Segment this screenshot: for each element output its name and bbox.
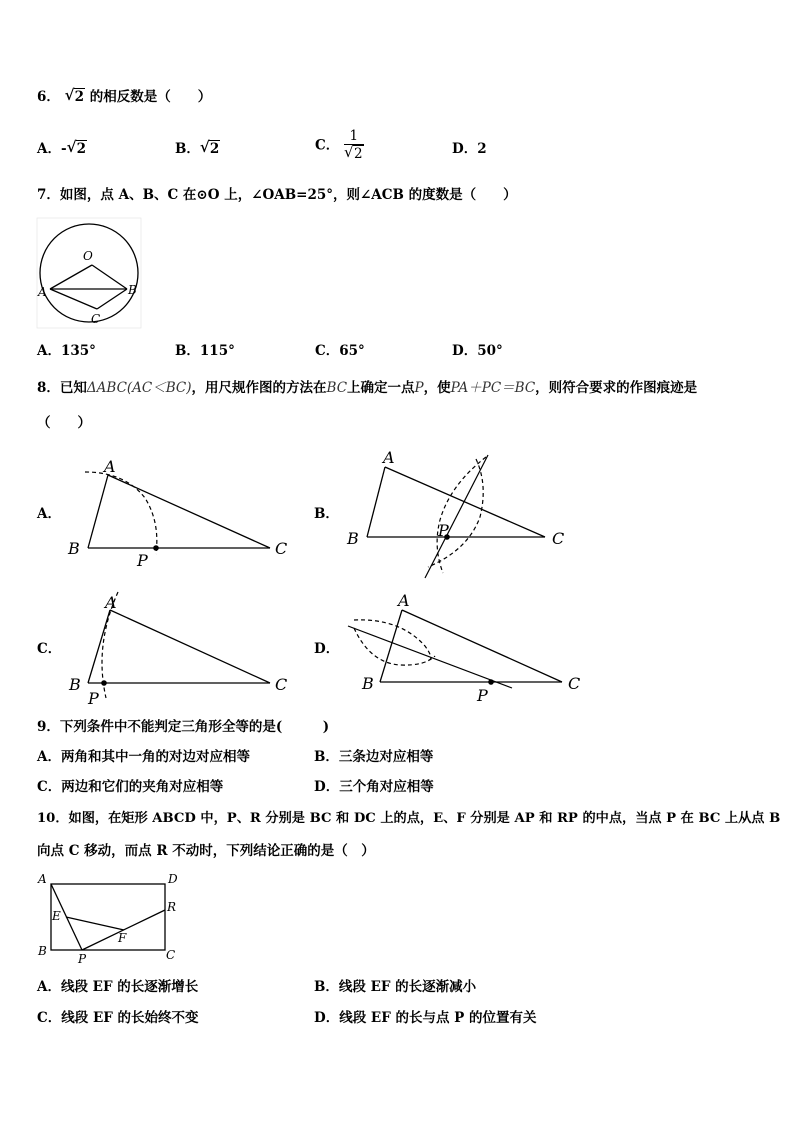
q8-option-a[interactable]: A．	[37, 506, 61, 522]
svg-text:A: A	[38, 872, 47, 886]
q9-option-b[interactable]: B．三条边对应相等	[314, 749, 434, 765]
q8-option-b[interactable]: B．	[314, 506, 339, 522]
q10-option-d[interactable]: D．线段 EF 的长与点 P 的位置有关	[314, 1010, 537, 1026]
q9-stem: 9．下列条件中不能判定三角形全等的是( )	[37, 719, 330, 735]
q10-stem-line1: 10．如图，在矩形 ABCD 中，P、R 分别是 BC 和 DC 上的点，E、F 分别是 AP 和 RP 的中点，当点 P 在 BC 上从点 B	[37, 811, 781, 826]
q9-option-d[interactable]: D．三个角对应相等	[314, 779, 434, 795]
q7-option-d[interactable]: D．50°	[452, 343, 503, 359]
svg-text:E: E	[52, 909, 61, 923]
svg-text:B: B	[68, 539, 80, 558]
svg-text:B: B	[347, 529, 359, 548]
q10-rectangle-figure	[36, 870, 186, 965]
svg-text:A: A	[383, 448, 395, 467]
svg-text:R: R	[167, 900, 177, 914]
svg-text:C: C	[275, 675, 288, 694]
q8-option-c[interactable]: C．	[37, 641, 62, 657]
sqrt-expression: √ 2	[64, 86, 85, 105]
svg-text:B: B	[69, 675, 81, 694]
q6-option-c[interactable]: C． 1 √ 2	[315, 128, 363, 162]
fig-label-o: O	[83, 249, 93, 263]
q8-stem: 8．已知ΔABC(AC＜BC)，用尺规作图的方法在BC上确定一点P，使PA＋PC＝BC，则符合要求的作图痕迹是	[37, 380, 698, 396]
q7-option-a[interactable]: A．135°	[37, 343, 96, 359]
q6-option-b[interactable]: B． √ 2	[175, 138, 220, 157]
q6-option-d[interactable]: D．2	[452, 141, 487, 157]
svg-text:B: B	[38, 944, 47, 958]
q8-option-d[interactable]: D．	[314, 641, 340, 657]
q8-figure-a	[60, 450, 300, 575]
q6-stem: 6． √ 2 的相反数是（ ）	[37, 86, 212, 105]
svg-text:A: A	[105, 593, 117, 612]
fig-label-a: A	[38, 285, 47, 299]
q8-figure-b	[340, 445, 580, 585]
fig-label-c: C	[91, 312, 101, 326]
svg-text:F: F	[118, 931, 127, 945]
q10-option-b[interactable]: B．线段 EF 的长逐渐减小	[314, 979, 477, 995]
svg-text:D: D	[168, 872, 178, 886]
svg-text:C: C	[552, 529, 565, 548]
fig-label-b: B	[128, 283, 137, 297]
q9-option-c[interactable]: C．两边和它们的夹角对应相等	[37, 779, 224, 795]
q7-stem: 7．如图，点 A、B、C 在⊙O 上，∠OAB=25°，则∠ACB 的度数是（ ）	[37, 187, 517, 203]
q10-option-c[interactable]: C．线段 EF 的长始终不变	[37, 1010, 199, 1026]
svg-text:C: C	[568, 674, 581, 693]
svg-text:C: C	[275, 539, 288, 558]
q10-option-a[interactable]: A．线段 EF 的长逐渐增长	[37, 979, 199, 995]
svg-text:B: B	[362, 674, 374, 693]
svg-text:P: P	[137, 551, 148, 570]
fraction: 1 √ 2	[343, 128, 363, 162]
q7-option-b[interactable]: B．115°	[175, 343, 235, 359]
q9-option-a[interactable]: A．两角和其中一角的对边对应相等	[37, 749, 250, 765]
q7-circle-figure	[37, 218, 141, 328]
svg-text:P: P	[477, 686, 488, 705]
svg-text:P: P	[438, 521, 449, 540]
q7-option-c[interactable]: C．65°	[315, 343, 365, 359]
q8-paren: （ ）	[37, 415, 91, 431]
svg-text:P: P	[78, 952, 87, 966]
q6-option-a[interactable]: A．- √ 2	[37, 138, 86, 157]
q8-figure-c	[60, 588, 300, 713]
svg-text:A: A	[398, 591, 410, 610]
svg-text:A: A	[104, 457, 116, 476]
svg-text:P: P	[88, 689, 99, 708]
q10-stem-line2: 向点 C 移动，而点 R 不动时，下列结论正确的是（ ）	[37, 843, 375, 859]
svg-text:C: C	[166, 948, 176, 962]
q8-figure-d	[340, 588, 585, 713]
